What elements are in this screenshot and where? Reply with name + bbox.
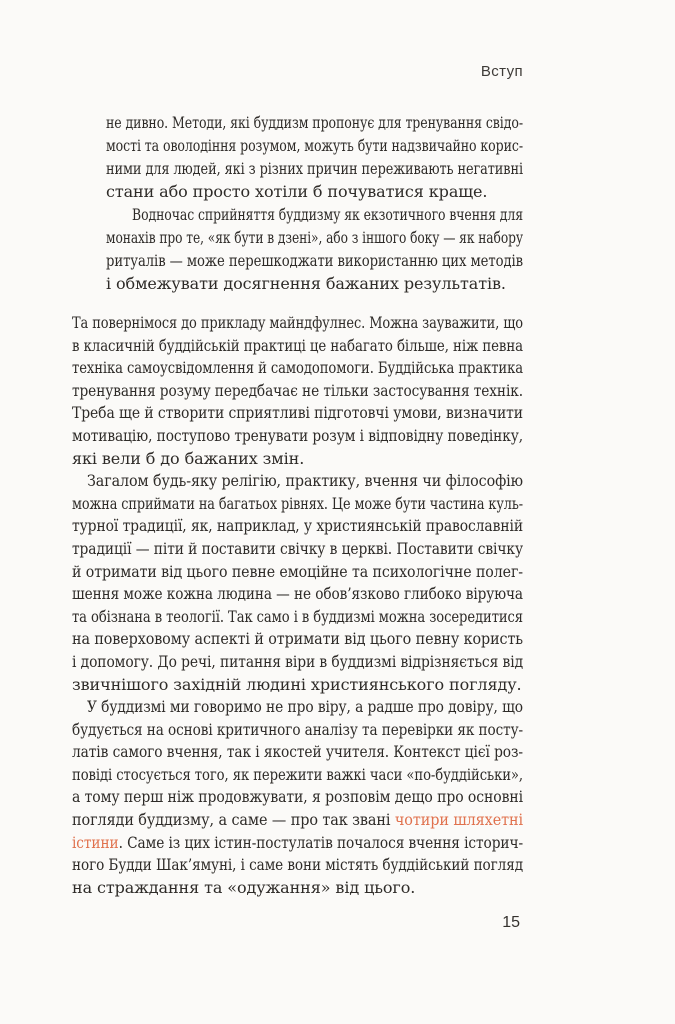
body-text <box>72 312 523 899</box>
text-line <box>72 561 523 584</box>
paragraph <box>106 111 523 203</box>
paragraph <box>106 203 523 295</box>
text-line <box>72 380 523 403</box>
text-line <box>106 203 523 226</box>
text-line <box>72 335 523 358</box>
text-segment: монахів про те, «як бути в дзені», або з іншого боку — як набору <box>106 228 523 247</box>
text-segment: ритуалів — може перешкоджати використанню цих методів <box>106 251 523 270</box>
text-line <box>72 719 523 742</box>
text-line <box>106 134 523 157</box>
paragraph <box>72 312 523 470</box>
text-segment: У буддизмі ми говоримо не про віру, а радше про довіру, що <box>87 697 523 717</box>
text-line <box>72 854 523 877</box>
text-segment: в класичній буддійській практиці це набагато більше, ніж певна <box>72 335 523 355</box>
text-line <box>72 312 523 335</box>
text-segment: мотивацію, поступово тренувати розум і відповідну поведінку, <box>72 425 523 445</box>
text-line <box>72 606 523 629</box>
text-line <box>72 493 523 516</box>
page-number: 15 <box>502 914 520 931</box>
text-line <box>72 741 523 764</box>
text-line <box>72 651 523 674</box>
text-line <box>106 272 523 295</box>
text-segment: стани або просто хотіли б почуватися краще. <box>106 182 488 201</box>
text-segment: можна сприймати на багатьох рівнях. Це може бути частина куль- <box>72 493 523 513</box>
text-line <box>72 786 523 809</box>
text-line <box>72 470 523 493</box>
text-line <box>72 674 523 697</box>
text-line <box>72 448 523 471</box>
text-segment: і обмежувати досягнення бажаних результатів. <box>106 274 506 293</box>
text-segment: . Саме із цих істин-постулатів почалося вчення історич- <box>118 832 524 852</box>
text-line <box>72 832 523 855</box>
text-line <box>72 809 523 832</box>
text-segment: та обізнана в теології. Так само і в буддизмі можна зосередитися <box>72 606 523 626</box>
text-line <box>72 877 523 900</box>
text-segment: ними для людей, які з різних причин переживають негативні <box>106 159 523 178</box>
text-line <box>72 583 523 606</box>
text-segment: техніка самоусвідомлення й самодопомоги. Буддійська практика <box>72 358 523 378</box>
paragraph <box>72 470 523 696</box>
text-segment: на страждання та «одужання» від цього. <box>72 877 416 897</box>
text-line <box>72 628 523 651</box>
text-segment: на поверховому аспекті й отримати від цього певну користь <box>72 629 523 649</box>
text-line <box>72 515 523 538</box>
text-line <box>106 157 523 180</box>
text-segment: Та повернімося до прикладу майндфулнес. Можна зауважити, що <box>72 313 523 332</box>
highlighted-term: чотири шляхетні <box>394 810 523 830</box>
text-line <box>72 402 523 425</box>
text-segment: Водночас сприйняття буддизму як екзотичного вчення для <box>132 205 523 224</box>
text-segment: і допомогу. До речі, питання віри в буддизмі відрізняється від <box>72 651 523 671</box>
text-segment: Загалом будь-яку релігію, практику, вчення чи філософію <box>87 471 523 491</box>
block-quote <box>106 111 523 295</box>
text-segment: мості та оволодіння розумом, можуть бути надзвичайно корис- <box>106 136 523 155</box>
text-segment: шення може кожна людина — не обов’язково глибоко віруюча <box>72 584 523 604</box>
text-line <box>72 425 523 448</box>
text-line <box>106 226 523 249</box>
text-segment: традиції — піти й поставити свічку в церкві. Поставити свічку <box>72 538 523 558</box>
text-segment: будується на основі критичного аналізу та перевірки як посту- <box>72 719 523 739</box>
text-line <box>106 180 523 203</box>
text-line <box>106 111 523 134</box>
text-segment: повіді стосується того, як пережити важкі часи «по-буддійськи», <box>72 764 523 784</box>
text-line <box>72 538 523 561</box>
text-segment: турної традиції, як, наприклад, у християнській православній <box>72 516 523 536</box>
text-line <box>72 357 523 380</box>
text-segment: не дивно. Методи, які буддизм пропонує для тренування свідо- <box>106 113 523 132</box>
text-segment: погляди буддизму, а саме — про так звані <box>72 810 395 830</box>
text-line <box>72 764 523 787</box>
text-line <box>72 696 523 719</box>
text-segment: й отримати від цього певне емоційне та психологічне полег- <box>72 561 523 581</box>
text-line <box>106 249 523 272</box>
text-segment: латів самого вчення, так і якостей учителя. Контекст цієї роз- <box>72 742 523 762</box>
running-header: Вступ <box>480 63 523 80</box>
highlighted-term: істини <box>72 832 119 852</box>
text-segment: які вели б до бажаних змін. <box>72 448 305 468</box>
text-segment: звичнішого західній людині християнського погляду. <box>72 674 522 694</box>
text-segment: Треба ще й створити сприятливі підготовчі умови, визначити <box>72 403 523 423</box>
text-segment: а тому перш ніж продовжувати, я розповім дещо про основні <box>72 787 523 807</box>
paragraph <box>72 696 523 899</box>
text-segment: ного Будди Шак’ямуні, і саме вони містять буддійський погляд <box>72 855 523 875</box>
text-segment: тренування розуму передбачає не тільки застосування технік. <box>72 380 523 400</box>
